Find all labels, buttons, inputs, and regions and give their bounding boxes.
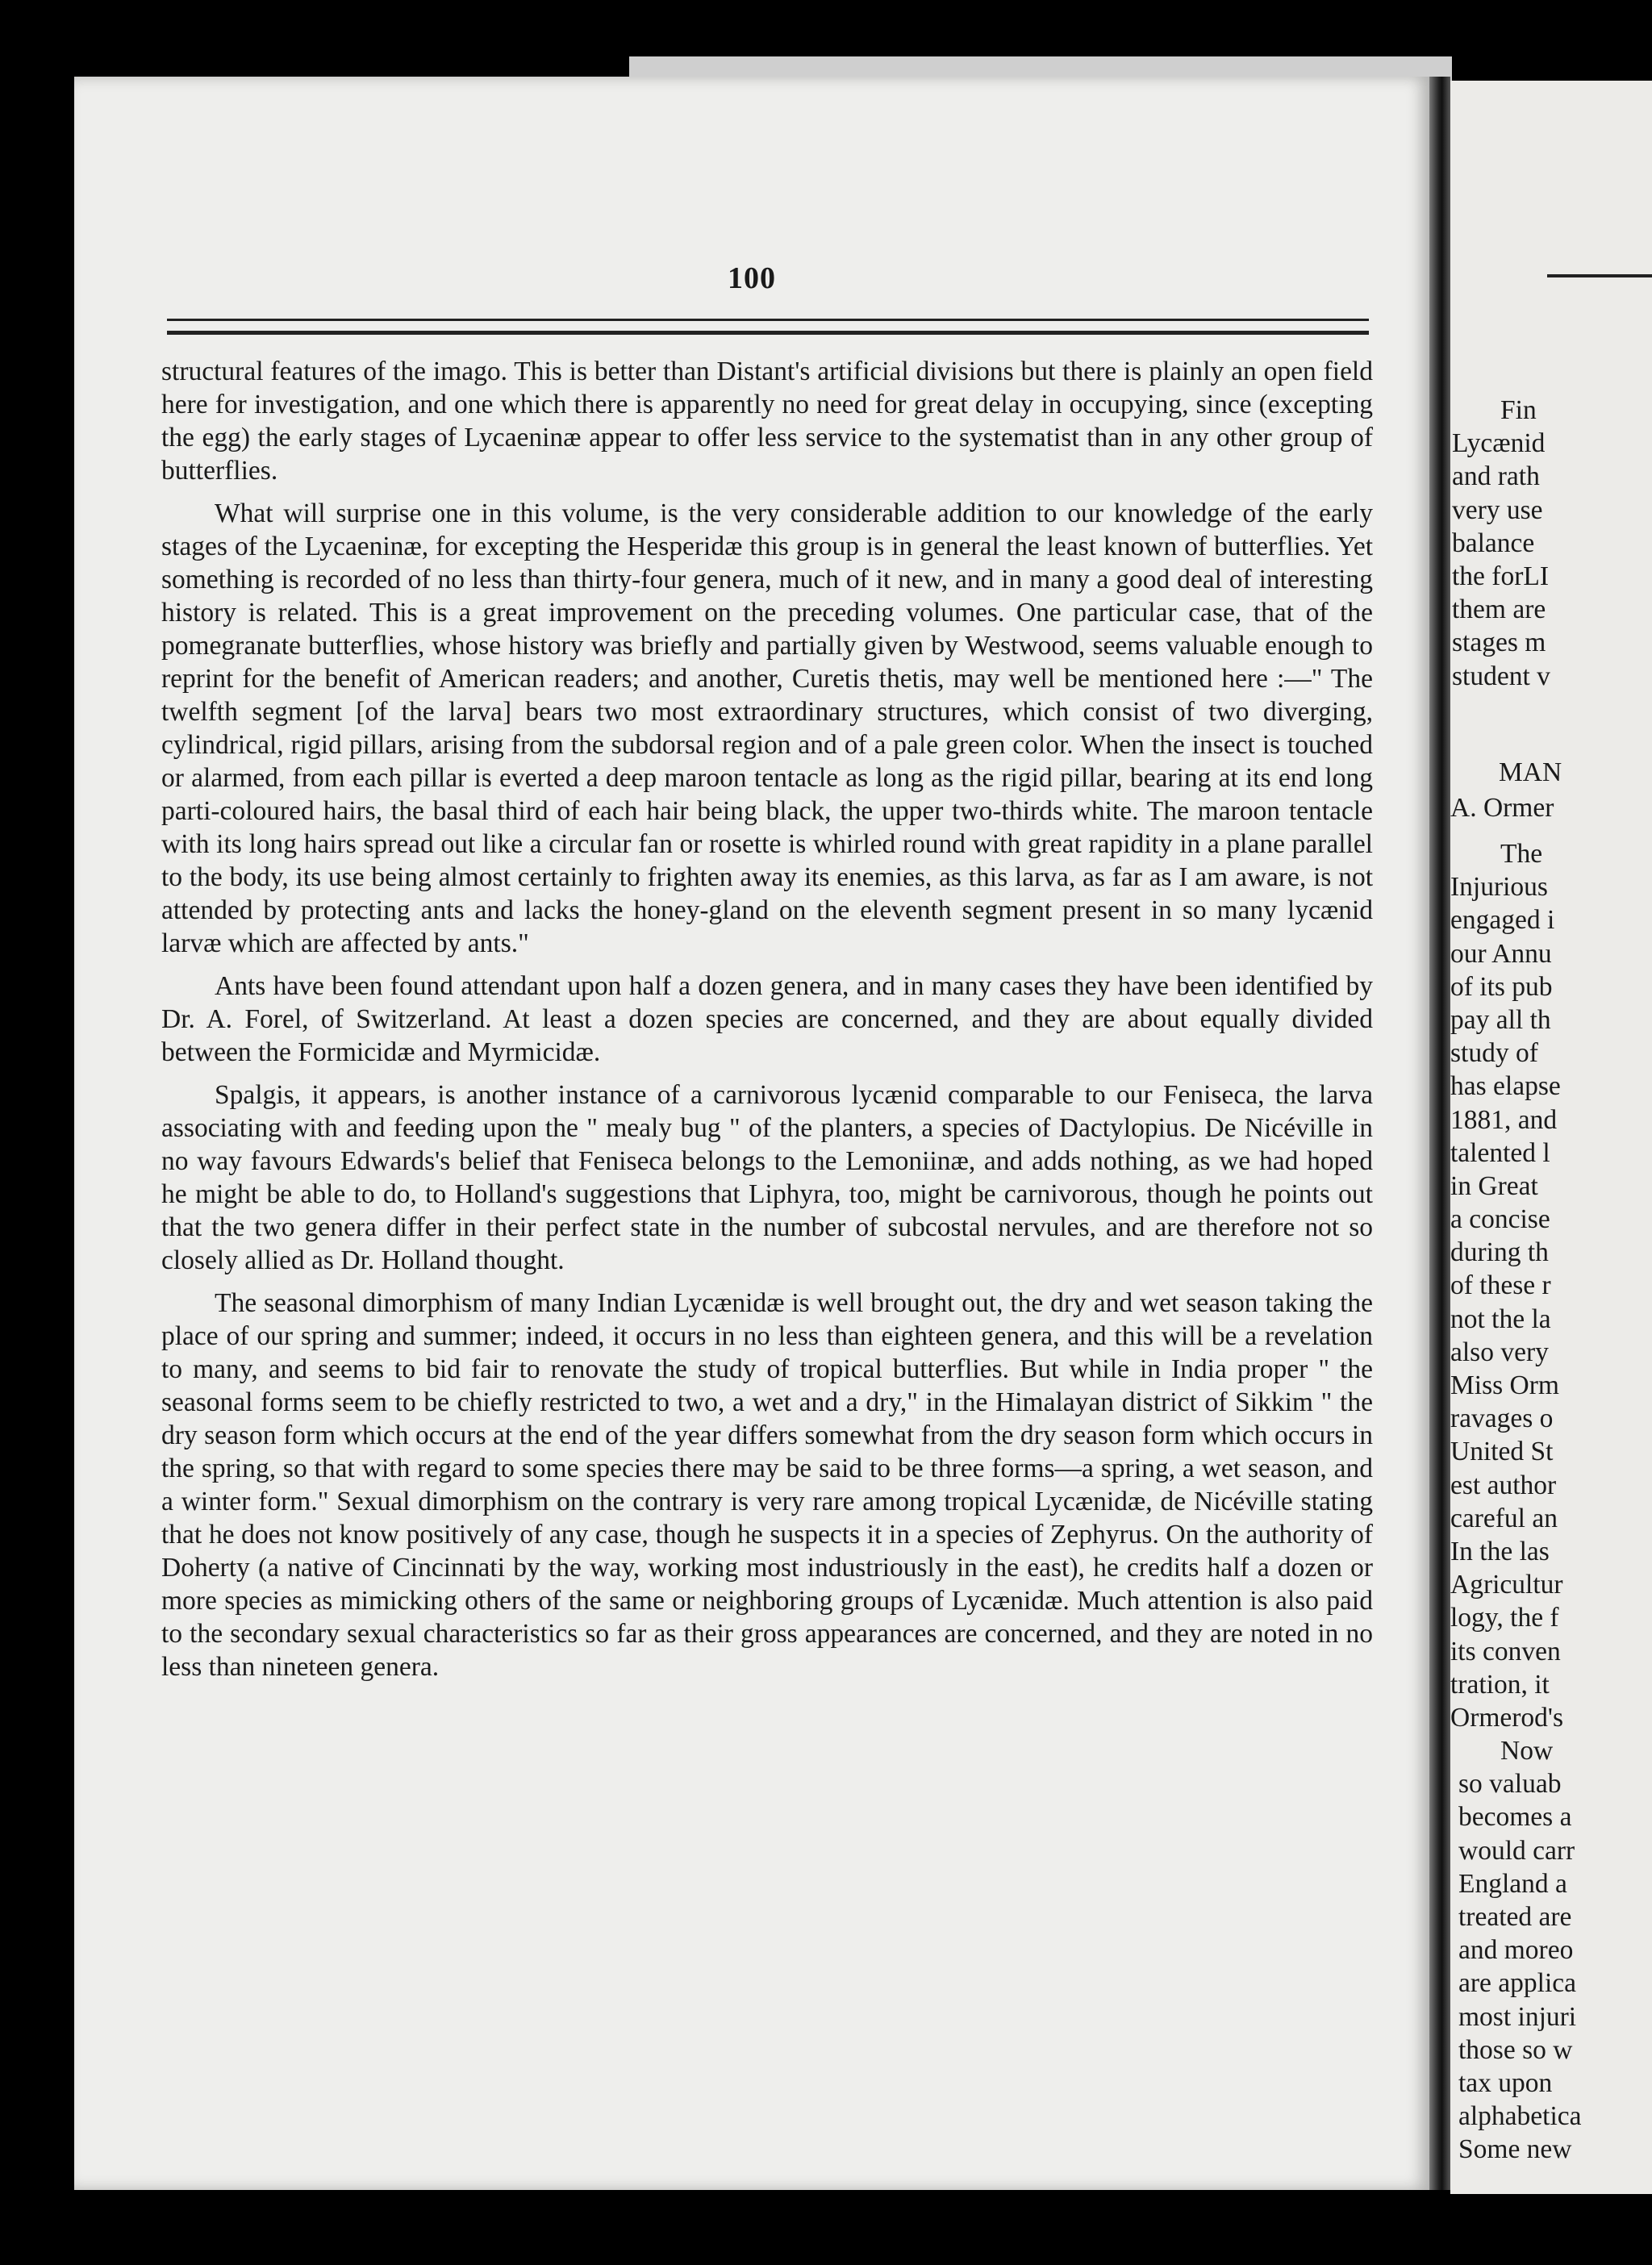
facing-heading-line: MAN xyxy=(1499,757,1562,787)
facing-line: logy, the f xyxy=(1450,1603,1559,1633)
facing-line: so valuab xyxy=(1458,1769,1562,1800)
facing-line: them are xyxy=(1452,594,1546,625)
facing-line: ravages o xyxy=(1450,1404,1554,1434)
facing-line: alphabetica xyxy=(1458,2101,1582,2132)
facing-heading-line: A. Ormer xyxy=(1450,793,1554,823)
paragraph-1: structural features of the imago. This is better than Distant's artificial divisions but there is plainly an open field here for investigation, and one which there is apparently no need for great delay in occupying, since (excepting the egg) the early stages of Lycaeninæ appear to offer less service to the systematist than in any other group of butterflies. xyxy=(161,357,1373,486)
facing-line: pay all th xyxy=(1450,1004,1551,1035)
facing-header-rule xyxy=(1547,274,1652,277)
facing-lines-top xyxy=(1450,394,1652,693)
facing-line: In the las xyxy=(1450,1536,1550,1566)
facing-line: The xyxy=(1500,839,1543,869)
facing-line: careful an xyxy=(1450,1503,1558,1533)
facing-line: talented l xyxy=(1450,1137,1550,1168)
facing-line: most injuri xyxy=(1458,2001,1577,2032)
page-number: 100 xyxy=(728,261,776,295)
header-rule-thick xyxy=(167,331,1369,335)
facing-line: becomes a xyxy=(1458,1802,1572,1833)
paragraph-3: Ants have been found attendant upon half a dozen genera, and in many cases they have been identified by Dr. A. Forel, of Switzerland. At least a dozen species are concerned, and they are about equally divided between the Formicidæ and Myrmicidæ. xyxy=(161,971,1373,1067)
facing-line: would carr xyxy=(1458,1835,1575,1866)
facing-line: not the la xyxy=(1450,1304,1551,1334)
article-body xyxy=(161,355,1373,1693)
facing-line: student v xyxy=(1452,661,1550,691)
facing-line: during th xyxy=(1450,1237,1549,1268)
facing-line: of its pub xyxy=(1450,971,1553,1002)
facing-line: are applica xyxy=(1458,1968,1576,1999)
facing-line: a concise xyxy=(1450,1204,1550,1235)
facing-line: Miss Orm xyxy=(1450,1370,1559,1400)
facing-line: 1881, and xyxy=(1450,1104,1558,1135)
facing-line: engaged i xyxy=(1450,905,1555,936)
facing-line: in Great xyxy=(1450,1170,1538,1201)
facing-line: and moreo xyxy=(1458,1935,1574,1966)
paragraph-4: Spalgis, it appears, is another instance of a carnivorous lycænid comparable to our Feniseca, the larva associating with and feeding upon the " mealy bug " of the planters, a species of Dactylopius. De Nicéville in no way favours Edwards's belief that Feniseca belongs to the Lemoniinæ, and adds nothing, as we had hoped he might be able to do, to Holland's suggestions that Liphyra, too, might be carnivorous, though he points out that the two genera differ in their perfect state in the number of subcostal nervules, and are therefore not so closely allied as Dr. Holland thought. xyxy=(161,1080,1373,1275)
facing-line: Now xyxy=(1500,1736,1554,1767)
facing-line: very use xyxy=(1452,494,1543,525)
book-gutter xyxy=(1429,77,1450,2190)
facing-page-fragment xyxy=(1450,81,1652,2194)
facing-line: Some new xyxy=(1458,2134,1572,2165)
facing-line: also very xyxy=(1450,1337,1549,1367)
facing-line: United St xyxy=(1450,1437,1554,1467)
facing-line: treated are xyxy=(1458,1902,1572,1932)
facing-line: England a xyxy=(1458,1868,1567,1899)
facing-lines-bottom xyxy=(1450,837,1652,2167)
facing-line: those so w xyxy=(1458,2034,1573,2065)
facing-line: Fin xyxy=(1500,395,1537,425)
facing-line: has elapse xyxy=(1450,1071,1561,1102)
facing-line: Agricultur xyxy=(1450,1570,1563,1600)
facing-line: tax upon xyxy=(1458,2067,1553,2098)
facing-line: the forLI xyxy=(1452,561,1549,591)
facing-line: and rath xyxy=(1452,461,1540,492)
facing-heading xyxy=(1450,755,1652,826)
paragraph-2: What will surprise one in this volume, is the very considerable addition to our knowledge of the early stages of the Lycaeninæ, for excepting the Hesperidæ this group is in general the least known of butterflies. Yet something is recorded of no less than thirty-four genera, much of it new, and in many a good deal of interesting history is related. This is a great improvement on the preceding volumes. One particular case, that of the pomegranate butterflies, whose history was briefly and partially given by Westwood, seems valuable enough to reprint for the benefit of American readers; and another, Curetis thetis, may well be mentioned here :—" The twelfth segment [of the larva] bears two most extraordinary structures, which consist of two diverging, cylindrical, rigid pillars, arising from the subdorsal region and of a pale green color. When the insect is touched or alarmed, from each pillar is everted a deep maroon tentacle as long as the rigid pillar, bearing at its end long parti-coloured hairs, the basal third of each hair being black, the upper two-thirds white. The maroon tentacle with its long hairs spread out like a circular fan or rosette is whirled round with great rapidity in a plane parallel to the body, its use being almost certainly to frighten away its enemies, as this larva, as far as I am aware, is not attended by protecting ants and lacks the honey-gland on the eleventh segment present in so many lycænid larvæ which are affected by ants." xyxy=(161,498,1373,958)
facing-line: est author xyxy=(1450,1470,1557,1500)
facing-line: tration, it xyxy=(1450,1669,1550,1700)
facing-line: Lycænid xyxy=(1452,428,1546,459)
facing-line: balance xyxy=(1452,528,1535,558)
facing-line: Injurious xyxy=(1450,872,1548,903)
facing-line: study of xyxy=(1450,1038,1538,1069)
facing-line: our Annu xyxy=(1450,938,1552,969)
facing-line: its conven xyxy=(1450,1636,1561,1666)
header-rule xyxy=(167,319,1369,321)
paragraph-5: The seasonal dimorphism of many Indian Lycænidæ is well brought out, the dry and wet season taking the place of our spring and summer; indeed, it occurs in no less than eighteen genera, and this will be a revelation to many, and seems to bid fair to renovate the study of tropical butterflies. But while in India proper " the seasonal forms seem to be chiefly restricted to two, a wet and a dry," in the Himalayan district of Sikkim " the dry season form which occurs at the end of the year differs somewhat from the dry season form which occurs in the spring, so that with regard to some species there may be said to be three forms—a spring, a wet season, and a winter form." Sexual dimorphism on the contrary is very rare among tropical Lycænidæ, de Nicéville stating that he does not know positively of any case, though he suspects it in a species of Zephyrus. On the authority of Doherty (a native of Cincinnati by the way, working most industriously in the east), he credits half a dozen or more species as mimicking others of the same or neighboring groups of Lycænidæ. Much attention is also paid to the secondary sexual characteristics so far as their gross appearances are concerned, and they are noted in no less than nineteen genera. xyxy=(161,1288,1373,1682)
facing-line: Ormerod's xyxy=(1450,1702,1564,1733)
facing-line: of these r xyxy=(1450,1270,1551,1301)
main-page xyxy=(74,77,1429,2190)
facing-line: stages m xyxy=(1452,628,1546,658)
